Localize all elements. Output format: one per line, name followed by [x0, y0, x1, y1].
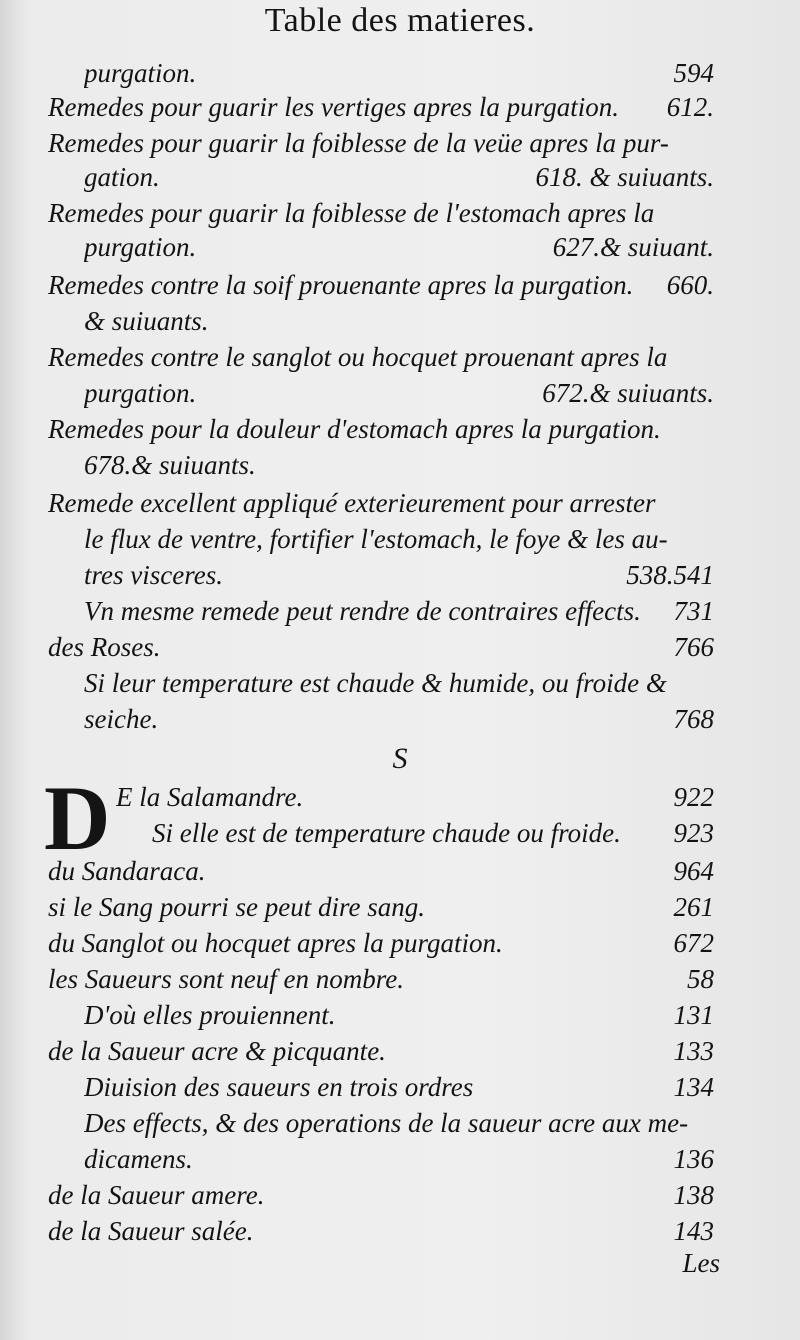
entry-text: D'où elles prouiennent.	[84, 1000, 336, 1030]
entry-text: Remedes pour guarir la foiblesse de l'estomach apres la	[48, 198, 655, 228]
entry-text: Remedes contre la soif prouenante apres la purgation.	[48, 270, 634, 300]
entry-text: de la Saueur acre & picquante.	[48, 1036, 386, 1066]
index-line	[0, 556, 800, 594]
index-line	[0, 410, 800, 448]
index-line	[0, 266, 800, 304]
index-line	[0, 158, 800, 196]
index-line	[0, 852, 800, 890]
entry-page: 131	[673, 1000, 714, 1030]
entry-text: Remede excellent appliqué exterieurement pour arrester	[48, 488, 656, 518]
entry-text: de la Saueur amere.	[48, 1180, 265, 1210]
index-line	[0, 446, 800, 484]
catchword: Les	[682, 1248, 720, 1278]
index-line	[0, 924, 800, 962]
entry-text: dicamens.	[84, 1144, 193, 1174]
entry-text: si le Sang pourri se peut dire sang.	[48, 892, 425, 922]
index-line	[0, 520, 800, 558]
index-line	[0, 888, 800, 926]
entry-page: 923	[673, 818, 714, 848]
entry-text: purgation.	[84, 232, 197, 262]
entry-page: 134	[673, 1072, 714, 1102]
entry-text: des Roses.	[48, 632, 161, 662]
entry-page: 768	[673, 704, 714, 734]
entry-text: les Saueurs sont neuf en nombre.	[48, 964, 404, 994]
entry-page: 618. & suiuants.	[535, 162, 714, 192]
entry-text: du Sandaraca.	[48, 856, 206, 886]
entry-page: 672.& suiuants.	[542, 378, 714, 408]
index-line	[0, 1068, 800, 1106]
entry-text: seiche.	[84, 704, 159, 734]
entry-text: Vn mesme remede peut rendre de contraires effects.	[84, 596, 641, 626]
page-header: Table des matieres.	[264, 2, 536, 39]
entry-page: 612.	[666, 92, 714, 122]
index-line	[0, 338, 800, 376]
index-line	[0, 1140, 800, 1178]
entry-text: E la Salamandre.	[116, 782, 304, 812]
entry-page: 138	[673, 1180, 714, 1210]
entry-text: Remedes pour guarir la foiblesse de la veüe apres la pur-	[48, 128, 669, 158]
entry-text: Diuision des saueurs en trois ordres	[84, 1072, 474, 1102]
index-line	[0, 1212, 800, 1250]
index-line	[0, 302, 800, 340]
entry-page: 594	[673, 58, 714, 88]
drop-cap: D	[44, 767, 111, 869]
index-line	[0, 628, 800, 666]
index-line	[0, 814, 800, 852]
entry-page: 731	[673, 596, 714, 626]
entry-page: 143	[673, 1216, 714, 1246]
index-line	[0, 484, 800, 522]
entry-page: 964	[673, 856, 714, 886]
index-line	[0, 592, 800, 630]
entry-text: Remedes pour guarir les vertiges apres la purgation.	[48, 92, 619, 122]
entry-text: purgation.	[84, 58, 197, 88]
entry-page: 136	[673, 1144, 714, 1174]
entry-text: Si leur temperature est chaude & humide, ou froide &	[84, 668, 667, 698]
index-line	[0, 664, 800, 702]
entry-page: 133	[673, 1036, 714, 1066]
entry-text: du Sanglot ou hocquet apres la purgation.	[48, 928, 503, 958]
entry-page: 660.	[666, 270, 714, 300]
entry-text: Si elle est de temperature chaude ou froide.	[152, 818, 621, 848]
entry-page: 922	[673, 782, 714, 812]
entry-text: le flux de ventre, fortifier l'estomach, le foye & les au-	[84, 524, 668, 554]
index-line	[0, 228, 800, 266]
entry-text: & suiuants.	[84, 306, 209, 336]
index-line	[0, 996, 800, 1034]
entry-text: Remedes pour la douleur d'estomach apres la purgation.	[48, 414, 661, 444]
entry-page: 672	[673, 928, 714, 958]
index-line	[0, 700, 800, 738]
entry-text: Remedes contre le sanglot ou hocquet prouenant apres la	[48, 342, 668, 372]
index-line	[0, 88, 800, 126]
entry-text: purgation.	[84, 378, 197, 408]
entry-text: gation.	[84, 162, 160, 192]
index-line	[0, 778, 800, 816]
index-line	[0, 374, 800, 412]
index-line	[0, 124, 800, 162]
entry-page: 538.541	[626, 560, 714, 590]
index-line	[0, 1176, 800, 1214]
entry-text: tres visceres.	[84, 560, 223, 590]
entry-text: de la Saueur salée.	[48, 1216, 254, 1246]
index-line	[0, 54, 800, 92]
index-line	[0, 960, 800, 998]
index-line	[0, 194, 800, 232]
entry-page: 261	[673, 892, 714, 922]
index-line	[0, 1032, 800, 1070]
section-letter: S	[392, 742, 408, 775]
entry-page: 627.& suiuant.	[552, 232, 714, 262]
index-line	[0, 1104, 800, 1142]
entry-text: 678.& suiuants.	[84, 450, 256, 480]
entry-page: 58	[687, 964, 714, 994]
entry-text: Des effects, & des operations de la saueur acre aux me-	[84, 1108, 689, 1138]
entry-page: 766	[673, 632, 714, 662]
